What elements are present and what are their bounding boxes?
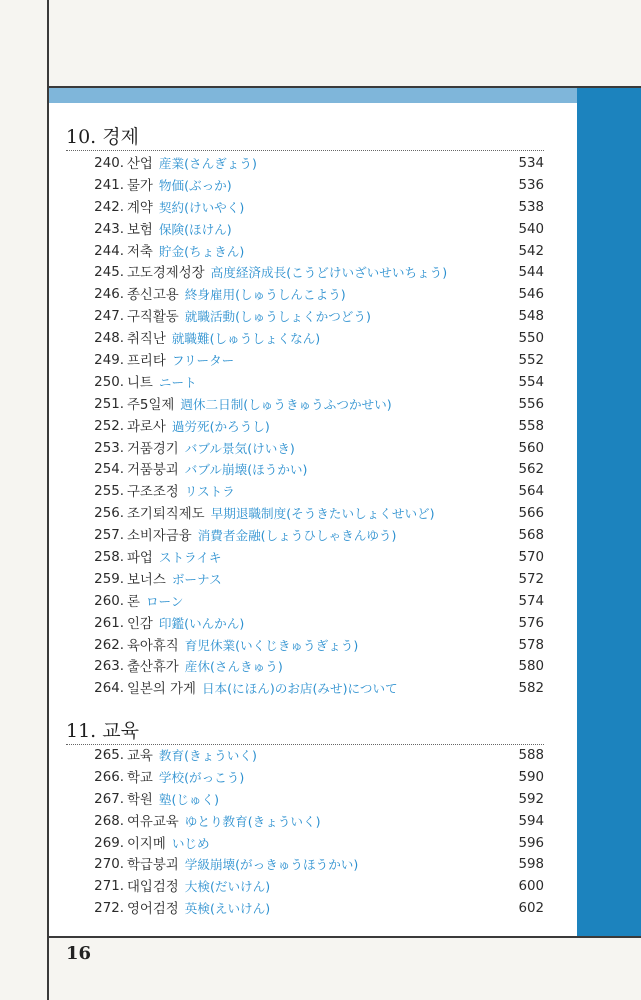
entry-page-number: 562: [518, 462, 544, 478]
entry-korean-term: [127, 547, 221, 570]
entry-number: 257.: [94, 528, 124, 544]
entry-page-number: 572: [518, 571, 544, 587]
entry-page-number: 560: [518, 440, 544, 456]
entry-korean-term: [127, 591, 183, 614]
entry-korean-text: 보너스: [127, 572, 166, 588]
entry-korean-text: 육아휴직: [127, 638, 179, 654]
toc-entry: [66, 328, 544, 350]
entry-number: 249.: [94, 353, 124, 369]
entry-page-number: 596: [518, 835, 544, 851]
entry-number: 255.: [94, 484, 124, 500]
entry-page-number: 576: [518, 615, 544, 631]
toc-entry: [66, 306, 544, 328]
entry-korean-text: 일본의 가게: [127, 682, 196, 698]
entry-japanese-term: 印鑑(いんかん): [158, 615, 245, 631]
entry-korean-term: [127, 833, 210, 856]
entry-number: 260.: [94, 593, 124, 609]
side-color-panel: [577, 88, 641, 936]
entry-page-number: 542: [518, 243, 544, 259]
entry-korean-term: [127, 175, 232, 198]
entry-page-number: 594: [518, 813, 544, 829]
entry-korean-term: [127, 503, 435, 526]
entry-korean-term: [127, 811, 321, 834]
entry-korean-term: [127, 416, 270, 439]
entry-korean-term: [127, 153, 257, 176]
entry-korean-text: 과로사: [127, 419, 166, 435]
entry-korean-text: 구조조정: [127, 485, 179, 501]
entry-korean-term: [127, 284, 346, 307]
entry-korean-text: 주5일제: [127, 397, 175, 413]
toc-entry: [66, 613, 544, 635]
entry-korean-term: [127, 613, 244, 636]
entry-korean-term: [127, 656, 283, 679]
entry-number: 250.: [94, 374, 124, 390]
toc-entry: [66, 175, 544, 197]
toc-entry: [66, 503, 544, 525]
entry-korean-text: 거품붕괴: [127, 463, 179, 479]
entry-korean-term: [127, 350, 234, 373]
entry-korean-term: [127, 306, 371, 329]
entry-number: 252.: [94, 418, 124, 434]
entry-japanese-term: フリーター: [171, 353, 235, 369]
entry-korean-text: 고도경제성장: [127, 266, 205, 282]
toc-entry: [66, 547, 544, 569]
entry-japanese-term: 産休(さんきゅう): [184, 659, 283, 675]
entry-page-number: 564: [518, 484, 544, 500]
entry-number: 243.: [94, 221, 124, 237]
footer-rule: [47, 936, 641, 938]
entry-page-number: 580: [518, 659, 544, 675]
entry-number: 267.: [94, 791, 124, 807]
entry-korean-text: 조기퇴직제도: [127, 507, 205, 523]
page-number: 16: [66, 943, 92, 964]
entry-japanese-term: 早期退職制度(そうきたいしょくせいど): [210, 506, 435, 522]
entry-korean-term: [127, 525, 396, 548]
section-title-economy: 10. 경제: [66, 124, 544, 151]
entry-korean-term: [127, 394, 392, 417]
entry-number: 263.: [94, 659, 124, 675]
entry-page-number: 568: [518, 528, 544, 544]
entry-korean-text: 학원: [127, 792, 153, 808]
entry-japanese-term: 貯金(ちょきん): [158, 243, 245, 259]
entry-page-number: 544: [518, 265, 544, 281]
entry-japanese-term: 大検(だいけん): [184, 879, 271, 895]
entry-korean-text: 교육: [127, 749, 153, 764]
entry-japanese-term: 塾(じゅく): [158, 791, 220, 807]
toc-entry: [66, 854, 544, 876]
toc-entry: [66, 153, 544, 175]
entry-korean-term: [127, 745, 257, 768]
entry-korean-text: 보험: [127, 222, 153, 238]
entry-korean-text: 학교: [127, 770, 153, 786]
entry-page-number: 582: [518, 681, 544, 697]
toc-entry: [66, 241, 544, 263]
entry-number: 270.: [94, 857, 124, 873]
entry-korean-text: 출산휴가: [127, 660, 179, 676]
entry-korean-text: 취직난: [127, 332, 166, 348]
entry-japanese-term: 過労死(かろうし): [171, 418, 270, 434]
section-title-education: 11. 교육: [66, 718, 544, 745]
entry-japanese-term: リストラ: [184, 484, 235, 500]
entry-korean-term: [127, 898, 270, 921]
entry-korean-text: 영어검정: [127, 902, 179, 918]
entry-japanese-term: 週休二日制(しゅうきゅうふつかせい): [180, 396, 392, 412]
toc-entry: [66, 635, 544, 657]
entry-japanese-term: 就職活動(しゅうしょくかつどう): [184, 309, 371, 325]
entry-korean-term: [127, 481, 235, 504]
entry-page-number: 578: [518, 637, 544, 653]
entry-number: 244.: [94, 243, 124, 259]
entry-korean-text: 소비자금융: [127, 529, 192, 545]
entry-korean-term: [127, 241, 244, 264]
entry-japanese-term: 消費者金融(しょうひしゃきんゆう): [197, 528, 397, 544]
entry-japanese-term: ニート: [158, 374, 197, 390]
entry-page-number: 548: [518, 309, 544, 325]
entry-korean-term: [127, 678, 398, 701]
entry-number: 261.: [94, 615, 124, 631]
entry-page-number: 590: [518, 769, 544, 785]
entry-korean-text: 물가: [127, 178, 153, 194]
entry-korean-text: 종신고용: [127, 288, 179, 304]
toc-entry: [66, 678, 544, 700]
entry-korean-term: [127, 789, 219, 812]
entry-korean-text: 프리타: [127, 354, 166, 370]
entry-korean-term: [127, 767, 244, 790]
toc-entry: [66, 197, 544, 219]
entry-japanese-term: ゆとり教育(きょういく): [184, 813, 321, 829]
entry-number: 272.: [94, 901, 124, 917]
entry-page-number: 598: [518, 857, 544, 873]
entry-korean-text: 구직활동: [127, 310, 179, 326]
toc-list-economy: [66, 153, 544, 700]
toc-entry: [66, 898, 544, 920]
entry-number: 247.: [94, 309, 124, 325]
toc-list-education: [66, 745, 544, 920]
entry-number: 254.: [94, 462, 124, 478]
entry-korean-text: 여유교육: [127, 814, 179, 830]
entry-japanese-term: バブル景気(けいき): [184, 440, 295, 456]
entry-page-number: 550: [518, 331, 544, 347]
entry-page-number: 570: [518, 550, 544, 566]
entry-korean-text: 이지메: [127, 836, 166, 852]
header-color-bar: [49, 88, 641, 103]
entry-number: 262.: [94, 637, 124, 653]
entry-number: 246.: [94, 287, 124, 303]
entry-page-number: 556: [518, 396, 544, 412]
entry-korean-term: [127, 876, 270, 899]
entry-page-number: 534: [518, 156, 544, 171]
toc-entry: [66, 876, 544, 898]
toc-entry: [66, 372, 544, 394]
entry-japanese-term: ストライキ: [158, 550, 222, 566]
entry-korean-term: [127, 262, 447, 285]
entry-number: 271.: [94, 879, 124, 895]
entry-japanese-term: 学校(がっこう): [158, 769, 245, 785]
toc-entry: [66, 569, 544, 591]
entry-number: 253.: [94, 440, 124, 456]
entry-page-number: 588: [518, 748, 544, 763]
entry-number: 248.: [94, 331, 124, 347]
toc-entry: [66, 591, 544, 613]
toc-entry: [66, 262, 544, 284]
entry-number: 266.: [94, 769, 124, 785]
entry-japanese-term: ローン: [145, 593, 184, 609]
toc-entry: [66, 438, 544, 460]
entry-page-number: 602: [518, 901, 544, 917]
entry-page-number: 574: [518, 593, 544, 609]
entry-japanese-term: 高度経済成長(こうどけいざいせいちょう): [210, 265, 448, 281]
entry-page-number: 536: [518, 177, 544, 193]
entry-japanese-term: 育児休業(いくじきゅうぎょう): [184, 637, 359, 653]
entry-korean-term: [127, 854, 358, 877]
entry-korean-term: [127, 219, 232, 242]
entry-korean-text: 학급붕괴: [127, 858, 179, 874]
entry-japanese-term: 保険(ほけん): [158, 221, 232, 237]
toc-entry: [66, 811, 544, 833]
entry-number: 256.: [94, 506, 124, 522]
entry-number: 251.: [94, 396, 124, 412]
entry-page-number: 538: [518, 199, 544, 215]
toc-entry: [66, 416, 544, 438]
toc-entry: [66, 481, 544, 503]
entry-japanese-term: 教育(きょういく): [158, 748, 257, 763]
entry-page-number: 554: [518, 374, 544, 390]
entry-korean-text: 계약: [127, 200, 153, 216]
entry-korean-text: 거품경기: [127, 441, 179, 457]
entry-number: 241.: [94, 177, 124, 193]
toc-entry: [66, 656, 544, 678]
entry-number: 240.: [94, 156, 124, 171]
entry-japanese-term: 英検(えいけん): [184, 901, 271, 917]
entry-korean-term: [127, 635, 358, 658]
entry-japanese-term: いじめ: [171, 835, 210, 851]
entry-number: 264.: [94, 681, 124, 697]
entry-korean-text: 저축: [127, 244, 153, 260]
toc-entry: [66, 789, 544, 811]
entry-korean-term: [127, 459, 307, 482]
entry-japanese-term: 日本(にほん)のお店(みせ)について: [201, 681, 398, 697]
entry-korean-term: [127, 438, 295, 461]
entry-number: 259.: [94, 571, 124, 587]
toc-entry: [66, 525, 544, 547]
entry-number: 258.: [94, 550, 124, 566]
entry-number: 268.: [94, 813, 124, 829]
entry-page-number: 558: [518, 418, 544, 434]
entry-number: 245.: [94, 265, 124, 281]
entry-korean-term: [127, 569, 222, 592]
toc-entry: [66, 459, 544, 481]
entry-page-number: 600: [518, 879, 544, 895]
entry-japanese-term: 契約(けいやく): [158, 199, 245, 215]
toc-entry: [66, 394, 544, 416]
entry-korean-term: [127, 372, 197, 395]
entry-korean-text: 론: [127, 594, 140, 610]
entry-page-number: 540: [518, 221, 544, 237]
entry-korean-term: [127, 328, 320, 351]
entry-page-number: 566: [518, 506, 544, 522]
entry-korean-text: 니트: [127, 375, 153, 391]
toc-entry: [66, 833, 544, 855]
entry-page-number: 546: [518, 287, 544, 303]
entry-japanese-term: 物価(ぶっか): [158, 177, 232, 193]
toc-entry: [66, 745, 544, 767]
entry-page-number: 592: [518, 791, 544, 807]
toc-entry: [66, 219, 544, 241]
entry-korean-term: [127, 197, 244, 220]
entry-japanese-term: ボーナス: [171, 571, 222, 587]
entry-korean-text: 파업: [127, 551, 153, 567]
entry-number: 269.: [94, 835, 124, 851]
toc-entry: [66, 767, 544, 789]
entry-japanese-term: バブル崩壊(ほうかい): [184, 462, 308, 478]
entry-japanese-term: 産業(さんぎょう): [158, 156, 257, 171]
entry-japanese-term: 終身雇用(しゅうしんこよう): [184, 287, 346, 303]
entry-korean-text: 산업: [127, 157, 153, 172]
toc-entry: [66, 350, 544, 372]
entry-korean-text: 인감: [127, 616, 153, 632]
entry-japanese-term: 就職難(しゅうしょくなん): [171, 331, 321, 347]
entry-number: 265.: [94, 748, 124, 763]
entry-page-number: 552: [518, 353, 544, 369]
entry-japanese-term: 学級崩壊(がっきゅうほうかい): [184, 857, 359, 873]
entry-number: 242.: [94, 199, 124, 215]
entry-korean-text: 대입검정: [127, 880, 179, 896]
toc-entry: [66, 284, 544, 306]
